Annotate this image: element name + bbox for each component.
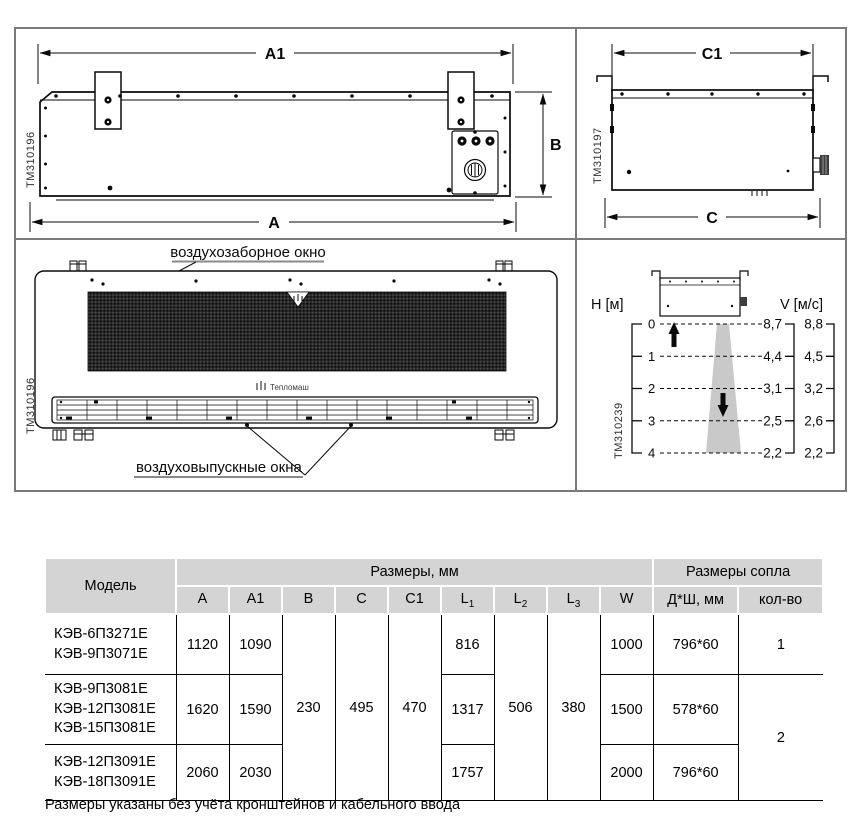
col-header-model: Модель bbox=[45, 558, 176, 614]
col-header-b: B bbox=[282, 586, 335, 614]
top-clip bbox=[496, 261, 512, 271]
svg-text:2,5: 2,5 bbox=[763, 413, 782, 429]
col-header-nozzle-size: Д*Ш, мм bbox=[653, 586, 738, 614]
cell-count: 1 bbox=[738, 614, 823, 675]
brand-logo-text: Тепломаш bbox=[270, 383, 309, 392]
v-axis-label: V [м/с] bbox=[779, 297, 823, 313]
cell-nozzle: 578*60 bbox=[653, 675, 738, 745]
cell-a: 2060 bbox=[176, 745, 229, 801]
v2-bracket bbox=[826, 324, 834, 453]
svg-text:8,7: 8,7 bbox=[763, 316, 782, 332]
svg-text:3,1: 3,1 bbox=[763, 381, 782, 396]
cell-c1: 470 bbox=[388, 614, 441, 801]
cell-c: 495 bbox=[335, 614, 388, 801]
svg-text:2: 2 bbox=[648, 381, 656, 396]
drawing-code: TM310196 bbox=[25, 131, 37, 188]
bottom-clips bbox=[53, 430, 514, 440]
cell-l3: 380 bbox=[547, 614, 600, 801]
svg-text:4: 4 bbox=[648, 445, 656, 461]
cell-models: КЭВ-12П3091Е КЭВ-18П3091Е bbox=[45, 745, 176, 801]
velocity-values-col1 bbox=[763, 317, 782, 461]
svg-text:2,6: 2,6 bbox=[804, 413, 823, 429]
svg-text:3: 3 bbox=[648, 413, 656, 429]
dimensions-table-wrap bbox=[44, 557, 822, 801]
svg-text:0: 0 bbox=[648, 316, 656, 332]
col-header-a: A bbox=[176, 586, 229, 614]
outlet-grille bbox=[52, 397, 538, 423]
dim-label-a1: A1 bbox=[264, 46, 286, 63]
col-group-nozzle: Размеры сопла bbox=[653, 558, 823, 586]
col-header-c1: C1 bbox=[388, 586, 441, 614]
v1-bracket bbox=[785, 324, 794, 453]
footnote: Размеры указаны без учёта кронштейнов и кабельного ввода bbox=[45, 797, 461, 813]
cell-l1: 1757 bbox=[441, 745, 494, 801]
svg-text:1: 1 bbox=[648, 348, 656, 364]
cell-w: 2000 bbox=[600, 745, 653, 801]
svg-text:3,2: 3,2 bbox=[804, 381, 823, 396]
svg-text:2,2: 2,2 bbox=[804, 445, 823, 461]
dimensions-table bbox=[44, 557, 824, 801]
col-header-l2: $L_2$ bbox=[494, 586, 547, 614]
dim-label-b: B bbox=[550, 137, 562, 154]
svg-text:8,8: 8,8 bbox=[804, 316, 823, 332]
cell-a1: 2030 bbox=[229, 745, 282, 801]
cell-models: КЭВ-6П3271Е КЭВ-9П3071Е bbox=[45, 614, 176, 675]
col-header-w: W bbox=[600, 586, 653, 614]
cell-l1: 1317 bbox=[441, 675, 494, 745]
cell-nozzle: 796*60 bbox=[653, 745, 738, 801]
cell-w: 1000 bbox=[600, 614, 653, 675]
col-group-dimensions: Размеры, мм bbox=[176, 558, 653, 586]
h-tick-labels bbox=[648, 317, 655, 461]
cell-a: 1120 bbox=[176, 614, 229, 675]
svg-text:4,4: 4,4 bbox=[763, 348, 782, 364]
mini-unit bbox=[652, 271, 748, 316]
svg-text:4,5: 4,5 bbox=[804, 348, 823, 364]
up-arrow-icon bbox=[669, 322, 680, 347]
col-header-c: C bbox=[335, 586, 388, 614]
intake-window-label: воздухозаборное окно bbox=[170, 244, 326, 261]
cell-a: 1620 bbox=[176, 675, 229, 745]
h-axis-label: H [м] bbox=[591, 297, 624, 313]
col-header-l1: $L_1$ bbox=[441, 586, 494, 614]
cell-nozzle: 796*60 bbox=[653, 614, 738, 675]
drawing-code: TM310197 bbox=[592, 127, 604, 184]
dim-label-a: A bbox=[268, 215, 280, 232]
cell-a1: 1090 bbox=[229, 614, 282, 675]
cell-w: 1500 bbox=[600, 675, 653, 745]
col-header-l3: $L_3$ bbox=[547, 586, 600, 614]
side-view bbox=[592, 44, 829, 228]
front-view bbox=[25, 244, 557, 477]
cable-gland bbox=[813, 155, 829, 175]
airflow-diagram bbox=[591, 271, 834, 461]
top-clip bbox=[70, 261, 86, 271]
drawing-code: TM310196 bbox=[25, 377, 37, 434]
cell-models: КЭВ-9П3081Е КЭВ-12П3081Е КЭВ-15П3081Е bbox=[45, 675, 176, 745]
rear-view bbox=[25, 44, 562, 232]
cell-count: 2 bbox=[738, 675, 823, 801]
dim-label-c: C bbox=[706, 210, 718, 227]
col-header-nozzle-count: кол-во bbox=[738, 586, 823, 614]
svg-text:2,2: 2,2 bbox=[763, 445, 782, 461]
cell-l2: 506 bbox=[494, 614, 547, 801]
col-header-a1: A1 bbox=[229, 586, 282, 614]
cell-b: 230 bbox=[282, 614, 335, 801]
velocity-values-col2 bbox=[804, 317, 823, 461]
cell-l1: 816 bbox=[441, 614, 494, 675]
table-row bbox=[45, 614, 823, 675]
h-axis-bracket bbox=[632, 324, 642, 453]
drawing-code: TM310239 bbox=[613, 402, 625, 459]
outlet-window-label: воздуховыпускные окна bbox=[136, 459, 302, 476]
dim-label-c1: C1 bbox=[701, 46, 723, 63]
cell-a1: 1590 bbox=[229, 675, 282, 745]
